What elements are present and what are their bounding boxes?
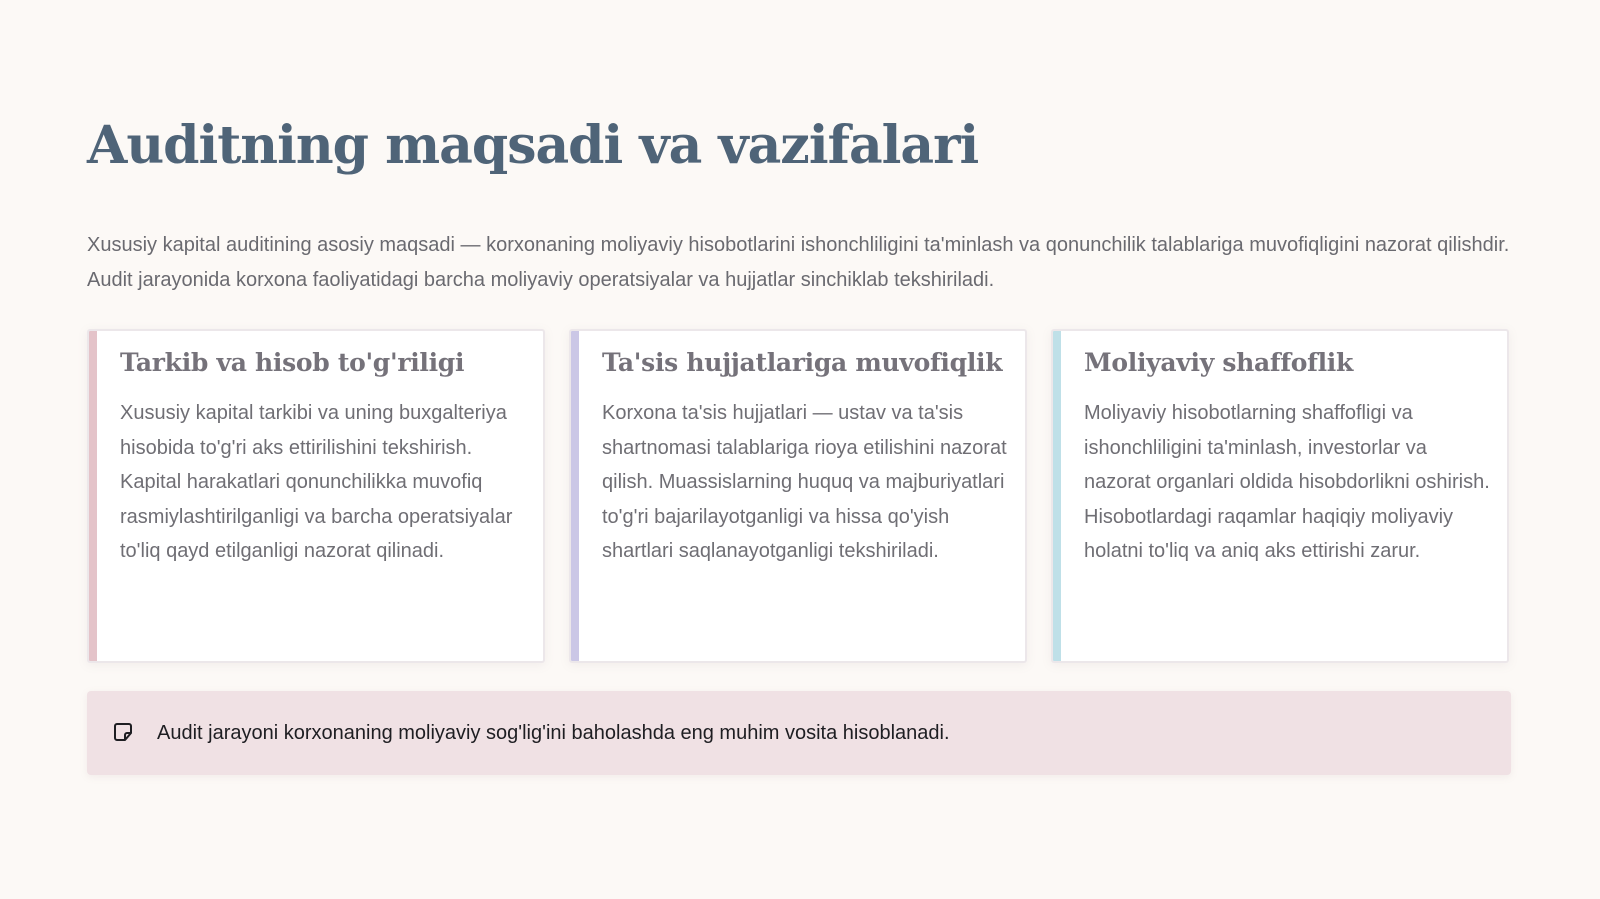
note-text: Audit jarayoni korxonaning moliyaviy sog'lig'ini baholashda eng muhim vosita hisoblanadi.: [157, 722, 950, 744]
card-composition: [87, 329, 545, 663]
note-callout: [87, 691, 1511, 775]
slide-title: Auditning maqsadi va vazifalari: [87, 115, 979, 176]
card-text: Xususiy kapital tarkibi va uning buxgalteriya hisobida to'g'ri aks ettirilishini tekshirish. Kapital harakatlari qonunchilikka muvofiq rasmiylashtirilganligi va barcha operatsiyalar to'liq qayd etilganligi nazorat qilinadi.: [120, 402, 513, 562]
card-title: Tarkib va hisob to'g'riligi: [120, 348, 465, 377]
card-transparency: [1051, 329, 1509, 663]
card-accent-stripe: [89, 331, 97, 661]
card-title: Moliyaviy shaffoflik: [1084, 348, 1354, 377]
card-text: Moliyaviy hisobotlarning shaffofligi va ishonchliligini ta'minlash, investorlar va nazorat organlari oldida hisobdorlikni oshirish. Hisobotlardagi raqamlar haqiqiy moliyaviy holatni to'liq va aniq aks ettirishi zarur.: [1084, 402, 1490, 562]
card-accent-stripe: [1053, 331, 1061, 661]
note-icon: [113, 721, 135, 743]
card-title: Ta'sis hujjatlariga muvofiqlik: [602, 348, 1003, 377]
card-accent-stripe: [571, 331, 579, 661]
cards-row: [87, 329, 1509, 663]
card-text: Korxona ta'sis hujjatlari — ustav va ta'sis shartnomasi talablariga rioya etilishini nazorat qilish. Muassislarning huquq va majburiyatlari to'g'ri bajarilayotganligi va hissa qo'yish shartlari saqlanayotganligi tekshiriladi.: [602, 402, 1007, 562]
intro-paragraph: Xususiy kapital auditining asosiy maqsadi — korxonaning moliyaviy hisobotlarini ishonchliligini ta'minlash va qonunchilik talablariga muvofiqligini nazorat qilishdir. Audit jarayonida korxona faoliyatidagi barcha moliyaviy operatsiyalar va hujjatlar sinchiklab tekshiriladi.: [87, 234, 1510, 291]
card-founding-documents: [569, 329, 1027, 663]
